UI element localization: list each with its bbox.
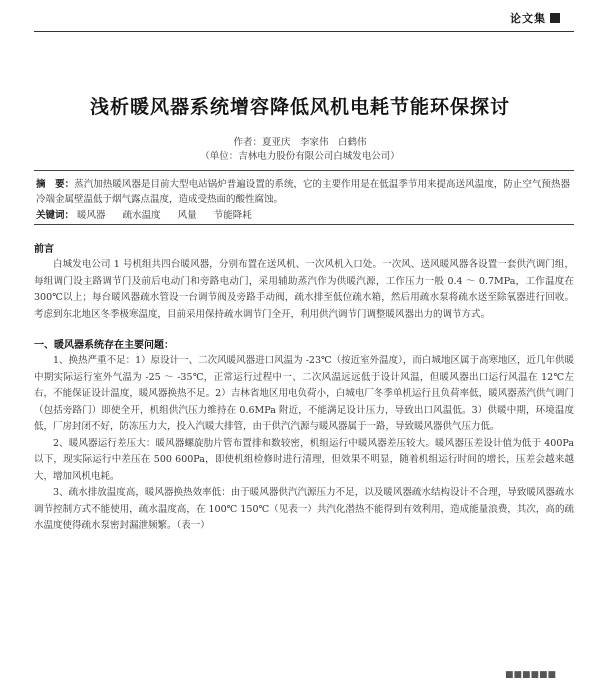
paper-authors: 作者：夏亚庆 李家伟 白鹤伟 <box>233 137 367 148</box>
intro-text: 白城发电公司 1 号机组共四台暖风器，分别布置在送风机、一次风机入口处。一次风、送风暖风器各设置一套供汽调门组，每组调门设主路调节门及前后电动门和旁路电动门，采用辅助蒸汽作为供暖汽源，工作压力一般 0.4 ～ 0.7MPa，工作温度在 300℃以上；每台暖风器疏水管设一台调节阀及旁路手动阀，疏水排至低位疏水箱，然后用疏水泵将疏水送至除氧器进行回收。考虑到东北地区冬季极寒温度，目前采用保持疏水调节门全开，利用供汽调节门调整暖风器出力的调节方式。 <box>34 259 574 320</box>
header-rule <box>34 31 574 32</box>
abstract-text: 蒸汽加热暖风器是目前大型电站锅炉普遍设置的系统，它的主要作用是在低温季节用来提高送风温度，防止空气预热器冷端金属壁温低于烟气露点温度，造成受热面的酸性腐蚀。 <box>36 179 570 205</box>
footer-mark: ■■■■■■ <box>504 670 556 680</box>
problem-paragraph-1: 1、换热严重不足：1）原设计一、二次风暖风器进口风温为 -23℃（按近室外温度），而白城地区属于高寒地区，近几年供暖中期实际运行室外气温为 -25 ～ -35℃，正常运行过程中一、二次风温远远低于设计风温，但暖风器出口运行风温在 12℃左右，不能保证设计温度，暖风器换热不足。2）吉林省地区用电负荷小，白城电厂冬季单机运行且负荷率低，暖风器蒸汽供气调门（包括旁路门）即使全开，机组供汽压力维持在 0.6MPa 附近，不能满足设计压力，导致出口风温低。3）供暖中期，环境温度低，厂房封闭不好，防冻压力大，投入汽暖大排管，由于供汽汽源与暖风器属于一路，导致暖风器供气压力低。 <box>34 355 574 432</box>
problems-body <box>34 353 574 535</box>
abstract-label: 摘 要： <box>36 179 75 190</box>
section-tag <box>510 10 560 26</box>
problem-paragraph-3: 3、疏水排放温度高，暖风器换热效率低：由于暖风器供汽汽源压力不足，以及暖风器疏水结构设计不合理，导致暖风器疏水调节控制方式不能使用，疏水温度高，在 100℃ 150℃（见表一）共汽化潜热不能得到有效利用，造成能量浪费，其次，高的疏水温度使得疏水泵密封漏泄频繁。（表一） <box>34 487 574 531</box>
keyword-item: 疏水温度 <box>122 210 161 221</box>
keywords-label: 关键词： <box>36 210 75 221</box>
keyword-item: 节能降耗 <box>213 210 252 221</box>
keywords-row <box>36 207 266 221</box>
intro-paragraph <box>34 257 574 323</box>
problems-heading: 一、暖风器系统存在主要问题： <box>34 340 174 351</box>
problem-paragraph-2: 2、暖风器运行差压大：暖风器螺旋肋片管布置排和数较密，机组运行中暖风器差压较大。暖风器压差设计值为低于 400Pa 以下，现实际运行中差压在 500 600Pa，即使机组检修时进行清理，但效果不明显，随着机组运行时间的增长，压差会越来越大，增加风机电耗。 <box>34 437 574 482</box>
keyword-item: 暖风器 <box>77 210 106 221</box>
abstract-top-rule <box>34 170 574 171</box>
section-tag-square-icon <box>550 13 560 23</box>
paper-affiliation: （单位：吉林电力股份有限公司白城发电公司） <box>200 151 400 162</box>
abstract-bottom-rule <box>34 224 574 225</box>
intro-heading: 前言 <box>34 244 54 255</box>
abstract-block <box>36 177 570 207</box>
keyword-item: 风量 <box>177 210 197 221</box>
section-tag-label: 论文集 <box>510 12 546 25</box>
paper-title: 浅析暖风器系统增容降低风机电耗节能环保探讨 <box>89 96 510 118</box>
